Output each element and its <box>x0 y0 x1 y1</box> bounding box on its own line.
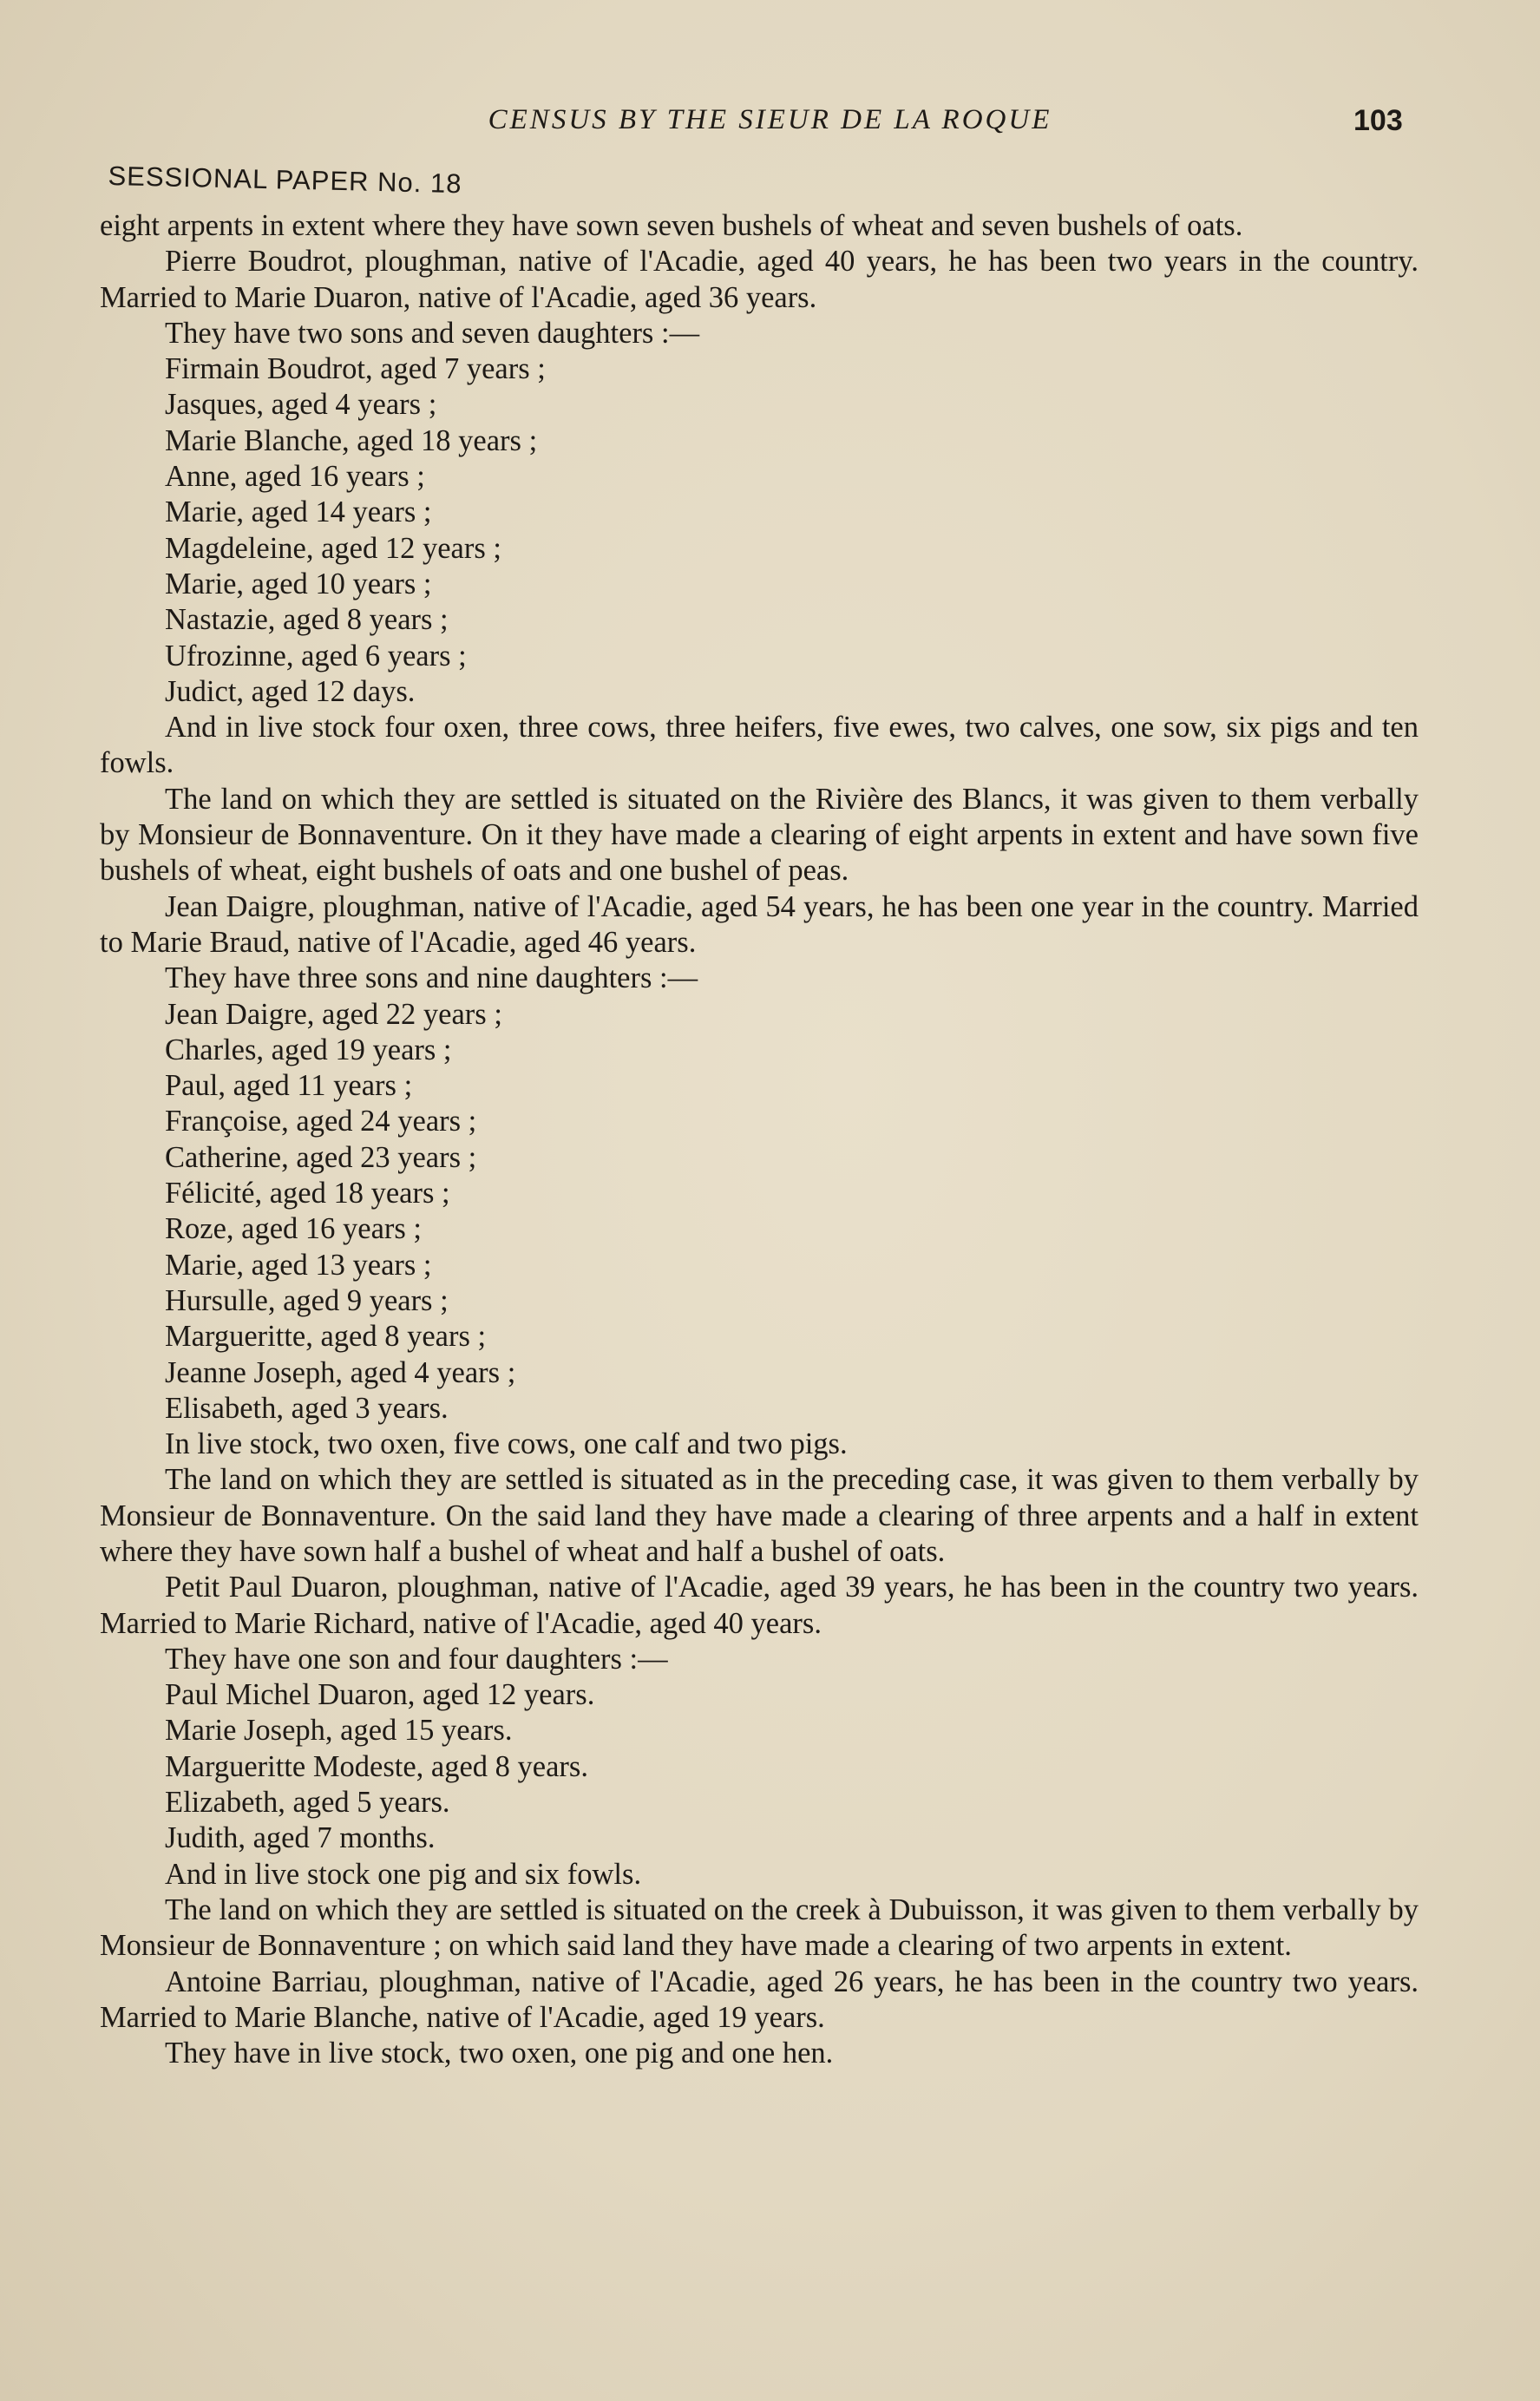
list-line: Jean Daigre, aged 22 years ; <box>165 997 502 1031</box>
list-line: Jasques, aged 4 years ; <box>165 388 437 422</box>
list-line: They have one son and four daughters :— <box>165 1642 668 1676</box>
list-line: They have three sons and nine daughters :— <box>165 961 698 995</box>
list-line: Charles, aged 19 years ; <box>165 1033 452 1066</box>
page-number: 103 <box>1353 104 1403 137</box>
list-line: Françoise, aged 24 years ; <box>165 1105 477 1138</box>
list-line: Elizabeth, aged 5 years. <box>165 1786 450 1820</box>
list-line: Roze, aged 16 years ; <box>165 1212 423 1246</box>
paragraph: eight arpents in extent where they have sown seven bushels of wheat and seven bushels of oats. <box>100 209 1243 242</box>
list-line: Catherine, aged 23 years ; <box>165 1140 477 1174</box>
list-line: Paul Michel Duaron, aged 12 years. <box>165 1678 595 1712</box>
list-line: Marie, aged 14 years ; <box>165 495 432 529</box>
list-line: Firmain Boudrot, aged 7 years ; <box>165 352 546 386</box>
paragraph: Antoine Barriau, ploughman, native of l'Acadie, aged 26 years, he has been in the country two years. Married to Marie Blanche, native of l'Acadie, aged 19 years. <box>100 1965 1419 2034</box>
paragraph: The land on which they are settled is situated as in the preceding case, it was given to them verbally by Monsieur de Bonnaventure. On the said land they have made a clearing of three arpents and a half in extent where they have sown half a bushel of wheat and half a bushel of oats. <box>100 1463 1419 1568</box>
list-line: Marie, aged 10 years ; <box>165 567 432 600</box>
list-line: Paul, aged 11 years ; <box>165 1069 413 1103</box>
list-line: Ufrozinne, aged 6 years ; <box>165 639 467 672</box>
sessional-paper-label: SESSIONAL PAPER No. 18 <box>108 161 462 200</box>
list-line: Elisabeth, aged 3 years. <box>165 1391 449 1425</box>
paragraph: And in live stock four oxen, three cows, three heifers, five ewes, two calves, one sow, six pigs and ten fowls. <box>100 711 1419 780</box>
list-line: Judict, aged 12 days. <box>165 674 416 708</box>
paragraph: The land on which they are settled is situated on the creek à Dubuisson, it was given to them verbally by Monsieur de Bonnaventure ; on which said land they have made a clearing of two arpents in extent. <box>100 1893 1419 1963</box>
paragraph: The land on which they are settled is situated on the Rivière des Blancs, it was given to them verbally by Monsieur de Bonnaventure. On it they have made a clearing of eight arpents in extent and have sown five bushels of wheat, eight bushels of oats and one bushel of peas. <box>100 782 1419 888</box>
census-body-text <box>100 208 1419 2071</box>
list-line: Félicité, aged 18 years ; <box>165 1177 450 1210</box>
list-line: In live stock, two oxen, five cows, one calf and two pigs. <box>165 1427 848 1461</box>
list-line: Marie Joseph, aged 15 years. <box>165 1714 513 1748</box>
list-line: Magdeleine, aged 12 years ; <box>165 531 501 565</box>
list-line: Marie, aged 13 years ; <box>165 1248 432 1282</box>
list-line: Judith, aged 7 months. <box>165 1821 436 1855</box>
paragraph: Jean Daigre, ploughman, native of l'Acadie, aged 54 years, he has been one year in the country. Married to Marie Braud, native of l'Acadie, aged 46 years. <box>100 889 1419 959</box>
list-line: Margueritte, aged 8 years ; <box>165 1320 487 1354</box>
paragraph: Pierre Boudrot, ploughman, native of l'Acadie, aged 40 years, he has been two years in the country. Married to Marie Duaron, native of l'Acadie, aged 36 years. <box>100 245 1419 314</box>
running-title: CENSUS BY THE SIEUR DE LA ROQUE <box>488 104 1052 135</box>
list-line: They have in live stock, two oxen, one pig and one hen. <box>165 2037 834 2070</box>
list-line: Margueritte Modeste, aged 8 years. <box>165 1749 588 1783</box>
paragraph: Petit Paul Duaron, ploughman, native of l'Acadie, aged 39 years, he has been in the country two years. Married to Marie Richard, native of l'Acadie, aged 40 years. <box>100 1571 1419 1640</box>
list-line: And in live stock one pig and six fowls. <box>165 1857 642 1891</box>
list-line: Jeanne Joseph, aged 4 years ; <box>165 1355 516 1389</box>
list-line: They have two sons and seven daughters :— <box>165 316 700 350</box>
list-line: Anne, aged 16 years ; <box>165 460 425 494</box>
list-line: Marie Blanche, aged 18 years ; <box>165 423 538 457</box>
list-line: Nastazie, aged 8 years ; <box>165 603 449 637</box>
list-line: Hursulle, aged 9 years ; <box>165 1283 449 1317</box>
